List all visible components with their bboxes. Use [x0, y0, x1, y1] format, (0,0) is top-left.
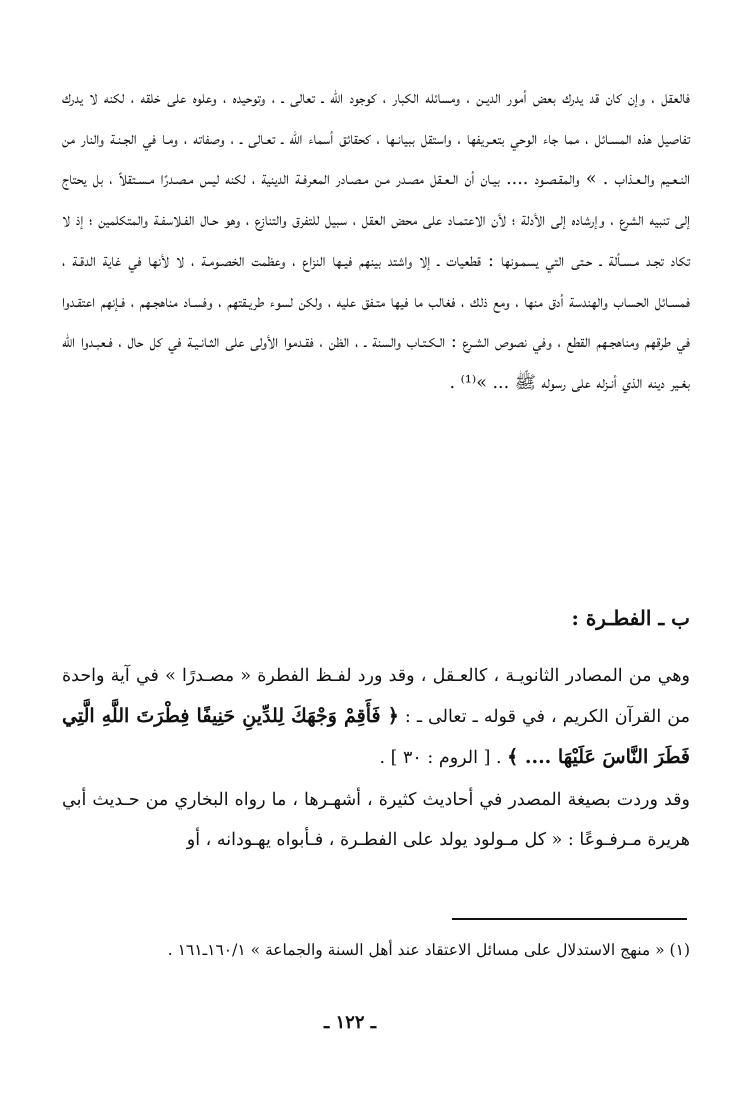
paragraph-text: [62, 656, 690, 778]
footnote-separator: [452, 918, 687, 920]
page-number: ـ ١٢٢ ـ: [323, 1012, 377, 1033]
paragraph-text: وقد وردت بصيغة المصدر في أحاديث كثيرة ، أشهـرها ، ما رواه البخاري من حـديث أبي هريرة مـرفـوعًا : « كل مـولود يولد على الفطـرة ، فـأبواه يهـودانه ، أو: [62, 790, 690, 850]
quran-verse: ﴿ فَأَقِمْ وَجْهَكَ لِلدِّينِ حَنِيفًا فِطْرَتَ اللَّهِ الَّتِي فَطَرَ النَّاسَ عَلَيْهَا .... ﴾: [62, 705, 690, 768]
body-paragraph-2: [62, 656, 690, 778]
body-paragraph-1: [62, 78, 690, 404]
footnote: (١) « منهج الاستدلال على مسائل الاعتقاد عند أهل السنة والجماعة » ١٦٠/١ـ١٦١ .: [167, 941, 690, 959]
paragraph-intro: وهي من المصادر الثانويـة ، كالعـقل ، وقد ورد لفـظ الفطرة « مصـدرًا » في آية واحدة من القرآن الكريم ، في قوله ـ تعالى ـ :: [62, 666, 690, 727]
paragraph-text: فالعقل ، وإن كان قد يدرك بعض أمور الديـن ، ومسائله الكبار ، كوجود الله ـ تعالى ـ ، وتوحيده ، وعلوه على خلقه ، لكنه لا يدرك تفاصيل هذه المسـائل ، مما جاء الوحي بتعـريفها ، واستقل ببيانـها ، كحقائق أسماء الله ـ تعـالى ـ ، وصفاته ، ومـا في الجـنـة والنار من النـعـيم والـعـذاب . » والمقـصـود .... بيـان أن الـعـقل مصـدر مـن مـصـادر المعرفـة الدينية ، لكنه ليس مـصـدرًا مـسـتقلاً ، بل يحتاج إلى تنبيه الشرع ، وإرشاده إلى الأدلة ؛ لأن الاعتمـاد على محض العقل ، سبيل للتفرق والتنازع ، وهو حـال الفـلاسفـة والمتكلمين ؛ إذ لا تكاد تجـد مـسـألة ـ حـتى التي يسمـونها : قطعيات ـ إلا واشتد بينهم فيـها النزاع ، وعظمت الخصـومـة ، لا لأنها في غاية الدقـة ، فمسـائل الحساب والهندسة أدق منها ، ومع ذلك ، فغالب ما فيها متـفق عليه ، ولكن لسوء طريـقتهم ، وفسـاد مناهجـهم ، فـإنهم اعتقـدوا في طرقهم ومناهجـهم القطع ، وفي نصوص الشـرع : الـكـتـاب والسنة ـ ، الظن ، فقـدموا الأولى على الثـانـيـة في كل حال ، فـعبـدوا الله بغـير دينه الذي أنـزله على رسوله ﷺ ... »⁽¹⁾ .: [62, 88, 690, 393]
body-paragraph-3: [62, 780, 690, 860]
section-heading: ب ـ الفطـرة :: [571, 606, 690, 630]
verse-reference: . [ الروم : ٣٠ ] .: [379, 748, 508, 768]
